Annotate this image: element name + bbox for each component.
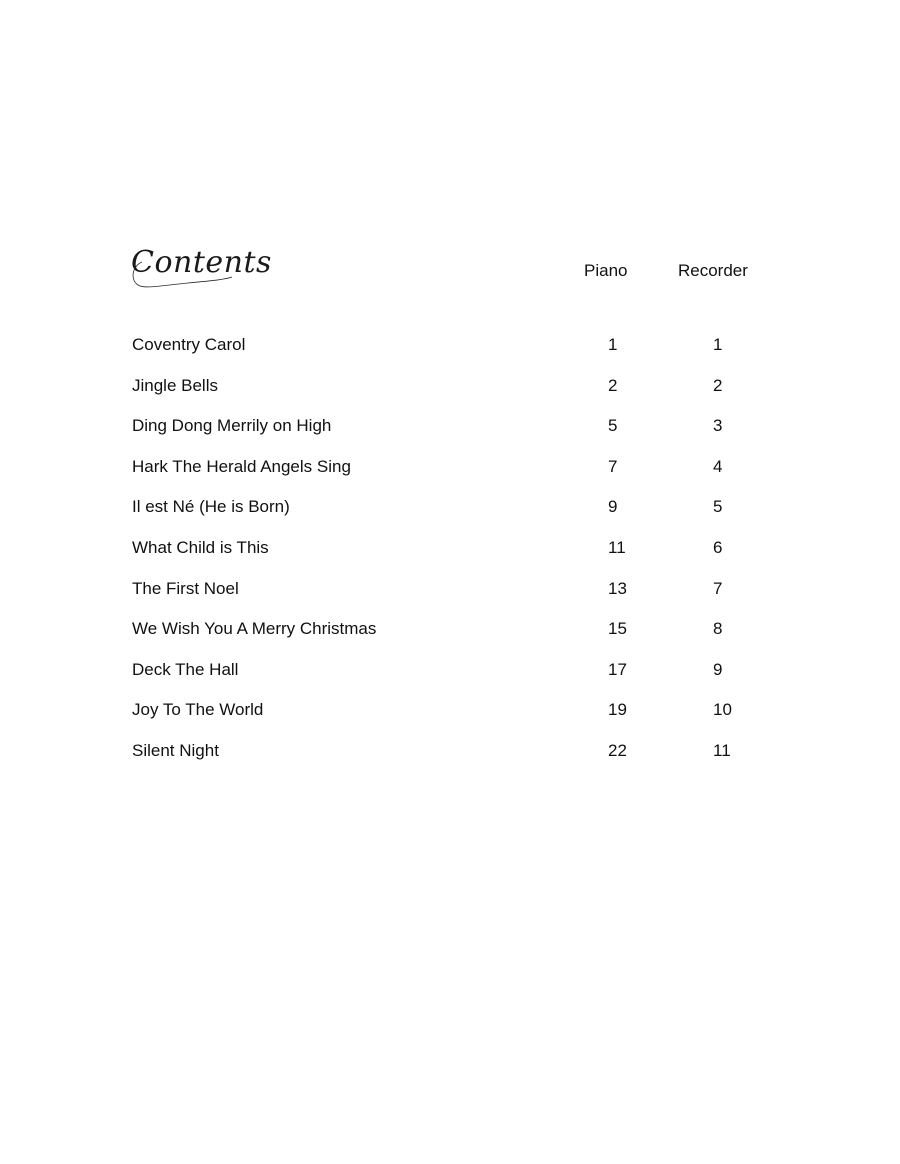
song-title: Hark The Herald Angels Sing (132, 456, 351, 476)
song-title: Jingle Bells (132, 375, 218, 395)
contents-row[interactable] (0, 538, 900, 579)
contents-row[interactable] (0, 579, 900, 620)
recorder-page-number: 11 (713, 740, 731, 760)
recorder-page-number: 4 (713, 456, 723, 476)
piano-column-header: Piano (584, 261, 628, 280)
piano-page-number: 9 (608, 497, 618, 517)
recorder-page-number: 2 (713, 375, 723, 395)
song-title: Silent Night (132, 740, 219, 760)
recorder-page-number: 1 (713, 335, 723, 354)
song-title: The First Noel (132, 578, 239, 598)
song-title: Deck The Hall (132, 659, 239, 679)
contents-row[interactable] (0, 660, 900, 701)
song-title: Ding Dong Merrily on High (132, 416, 332, 436)
recorder-page-number: 6 (713, 537, 723, 557)
piano-page-number: 22 (608, 740, 627, 760)
piano-page-number: 5 (608, 416, 618, 436)
piano-page-number: 1 (608, 335, 618, 354)
contents-row[interactable] (0, 416, 900, 457)
recorder-page-number: 9 (713, 659, 723, 679)
piano-page-number: 15 (608, 619, 627, 639)
recorder-page-number: 5 (713, 497, 723, 517)
song-title: Joy To The World (132, 700, 264, 720)
contents-row[interactable] (0, 457, 900, 498)
contents-list (0, 335, 900, 782)
recorder-page-number: 7 (713, 578, 723, 598)
contents-row[interactable] (0, 700, 900, 741)
contents-row[interactable] (0, 619, 900, 660)
contents-row[interactable] (0, 497, 900, 538)
contents-row[interactable] (0, 376, 900, 417)
recorder-page-number: 3 (713, 416, 723, 436)
recorder-column-header: Recorder (678, 261, 748, 280)
recorder-page-number: 10 (713, 700, 732, 720)
piano-page-number: 11 (608, 537, 626, 557)
piano-page-number: 7 (608, 456, 618, 476)
piano-page-number: 17 (608, 659, 627, 679)
contents-row[interactable] (0, 741, 900, 782)
song-title: What Child is This (132, 537, 269, 557)
contents-row[interactable] (0, 335, 900, 376)
song-title: Coventry Carol (132, 335, 246, 354)
song-title: We Wish You A Merry Christmas (132, 619, 377, 639)
contents-title: Contents (131, 245, 272, 280)
piano-page-number: 19 (608, 700, 627, 720)
piano-page-number: 2 (608, 375, 618, 395)
piano-page-number: 13 (608, 578, 627, 598)
song-title: Il est Né (He is Born) (132, 497, 290, 517)
recorder-page-number: 8 (713, 619, 723, 639)
